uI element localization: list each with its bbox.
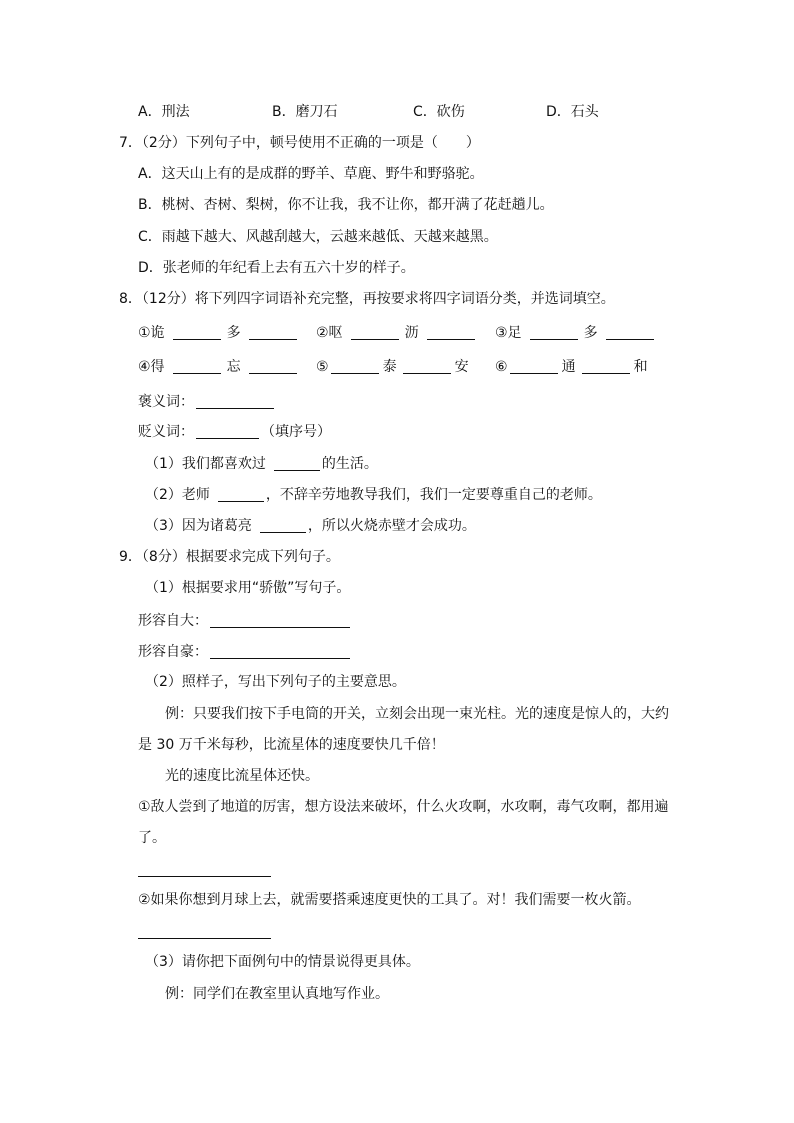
q7-option-c: C．雨越下越大、风越刮越大，云越来越低、天越来越黑。 xyxy=(138,229,498,245)
answer-blank[interactable] xyxy=(274,456,320,471)
answer-blank[interactable] xyxy=(403,359,451,374)
q8-item-1: ①诡 多 xyxy=(138,325,297,340)
example-answer: 光的速度比流星体还快。 xyxy=(165,768,319,784)
answer-blank[interactable] xyxy=(210,613,350,628)
answer-line[interactable] xyxy=(138,938,271,939)
q6-option-b: B．磨刀石 xyxy=(272,104,338,120)
q9-part-2: （2）照样子，写出下列句子的主要意思。 xyxy=(145,674,406,690)
q9-part-3: （3）请你把下面例句中的情景说得更具体。 xyxy=(145,954,420,970)
answer-blank[interactable] xyxy=(351,325,399,340)
q6-option-d: D．石头 xyxy=(546,104,599,120)
q7-option-a: A．这天山上有的是成群的野羊、草鹿、野牛和野骆驼。 xyxy=(138,166,484,182)
q8-item-3: ③足 多 xyxy=(495,325,654,340)
q8-item-4: ④得 忘 xyxy=(138,359,297,374)
answer-blank[interactable] xyxy=(249,359,297,374)
sentence-1-line-2: 了。 xyxy=(138,830,166,846)
answer-blank[interactable] xyxy=(510,359,558,374)
sentence-1-line-1: ①敌人尝到了地道的厉害，想方设法来破坏，什么火攻啊，水攻啊，毒气攻啊，都用遍 xyxy=(138,799,669,815)
q8-sentence-3: （3）因为诸葛亮 ，所以火烧赤壁才会成功。 xyxy=(145,518,476,534)
answer-blank[interactable] xyxy=(173,325,221,340)
answer-blank[interactable] xyxy=(196,424,259,439)
example-line-1: 例：只要我们按下手电筒的开关，立刻会出现一束光柱。光的速度是惊人的，大约 xyxy=(165,706,669,722)
arrogant-row: 形容自大： xyxy=(138,613,350,628)
answer-blank[interactable] xyxy=(196,394,274,409)
q8-sentence-2: （2）老师 ，不辞辛劳地教导我们，我们一定要尊重自己的老师。 xyxy=(145,487,602,503)
proud-row: 形容自豪： xyxy=(138,644,350,659)
derog-words-row: 贬义词： （填序号） xyxy=(138,424,331,440)
q7-option-b: B．桃树、杏树、梨树，你不让我，我不让你，都开满了花赶趟儿。 xyxy=(138,197,554,213)
q6-option-c: C．砍伤 xyxy=(413,104,465,120)
example-line-2: 是 30 万千米每秒，比流星体的速度要快几千倍！ xyxy=(138,737,445,753)
answer-blank[interactable] xyxy=(427,325,475,340)
q8-sentence-1: （1）我们都喜欢过 的生活。 xyxy=(145,456,378,472)
q8-stem: 8．（12分）将下列四字词语补充完整，再按要求将四字词语分类，并选词填空。 xyxy=(119,291,615,307)
q8-item-5: ⑤ 泰 安 xyxy=(316,359,469,375)
answer-blank[interactable] xyxy=(260,518,306,533)
answer-blank[interactable] xyxy=(530,325,578,340)
answer-blank[interactable] xyxy=(606,325,654,340)
q8-item-2: ②呕 沥 xyxy=(316,325,475,340)
answer-blank[interactable] xyxy=(218,487,264,502)
q7-stem: 7．（2分）下列句子中，顿号使用不正确的一项是（ ） xyxy=(119,135,480,151)
q9-stem: 9．（8分）根据要求完成下列句子。 xyxy=(119,549,340,565)
part-3-example: 例：同学们在教室里认真地写作业。 xyxy=(165,986,389,1002)
praise-words-row: 褒义词： xyxy=(138,394,274,409)
answer-blank[interactable] xyxy=(331,359,379,374)
answer-blank[interactable] xyxy=(582,359,630,374)
q9-part-1: （1）根据要求用“骄傲”写句子。 xyxy=(145,580,351,596)
q7-option-d: D．张老师的年纪看上去有五六十岁的样子。 xyxy=(138,260,415,276)
answer-blank[interactable] xyxy=(173,359,221,374)
sentence-2: ②如果你想到月球上去，就需要搭乘速度更快的工具了。对！我们需要一枚火箭。 xyxy=(138,892,641,908)
answer-blank[interactable] xyxy=(249,325,297,340)
q6-option-a: A．刑法 xyxy=(138,104,190,120)
q8-item-6: ⑥ 通 和 xyxy=(495,359,648,375)
answer-blank[interactable] xyxy=(210,644,350,659)
answer-line[interactable] xyxy=(138,876,271,877)
